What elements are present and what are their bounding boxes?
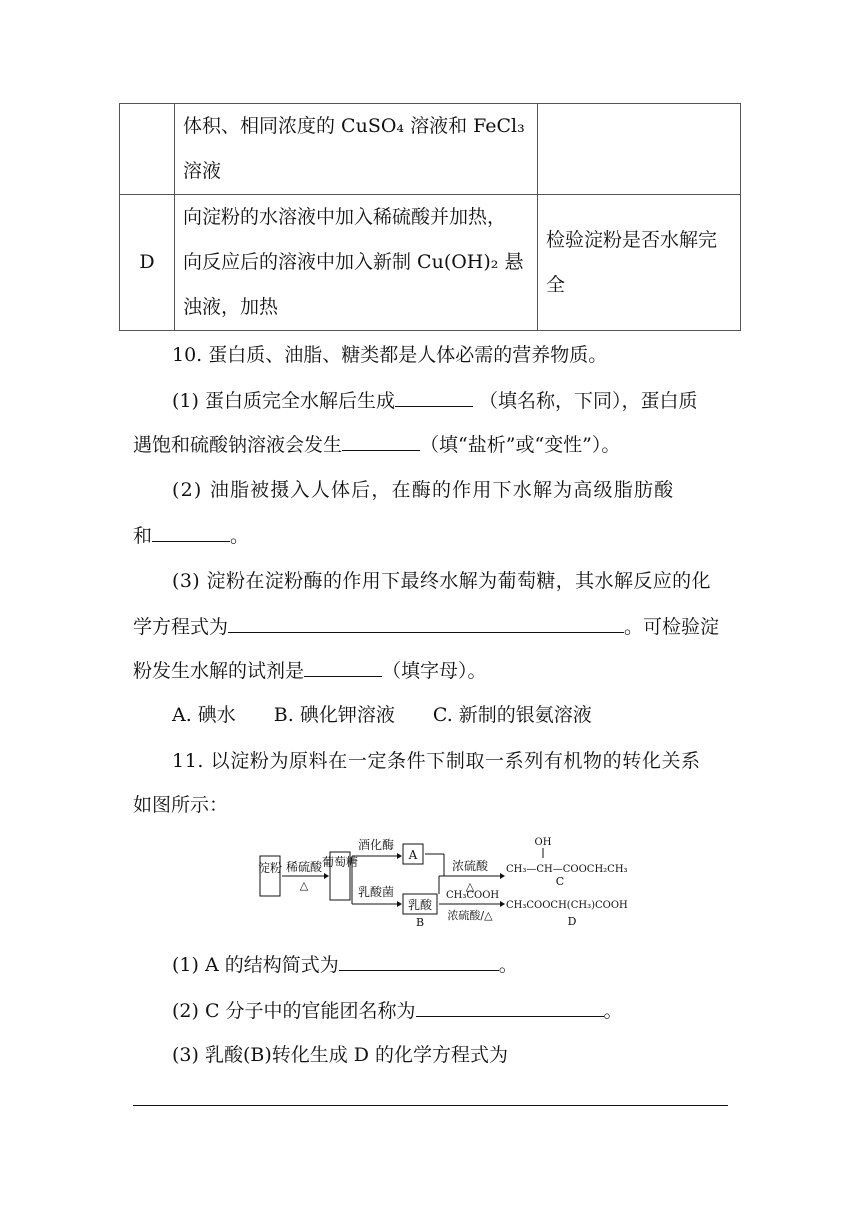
- label-b: B: [415, 916, 425, 929]
- product-d-formula: CH₃COOCH(CH₃)COOH: [506, 900, 628, 911]
- hydroxyl-label: OH: [534, 837, 552, 848]
- glucose-label: 葡萄糖: [321, 855, 359, 869]
- operation-text-line: 向反应后的溶液中加入新制 Cu(OH)₂ 悬: [183, 251, 524, 273]
- q10-part3-line1: (3) 淀粉在淀粉酶的作用下最终水解为葡萄糖，其水解反应的化: [172, 570, 711, 592]
- experiment-options-table: [119, 103, 741, 331]
- heat-label: △: [299, 879, 309, 892]
- q11-part1-text: (1) A 的结构简式为: [172, 954, 339, 976]
- q10-part3-line3: [133, 654, 487, 686]
- q10-part3-line2: [133, 610, 719, 642]
- acetic-acid-label: CH₃COOH: [446, 890, 500, 901]
- answer-blank[interactable]: [304, 654, 382, 677]
- arrow-head: [397, 901, 402, 907]
- bacteria-label: 乳酸菌: [357, 885, 395, 899]
- q10-part2-line2: [133, 519, 249, 551]
- answer-blank[interactable]: [228, 610, 624, 633]
- arrow-head: [324, 873, 329, 879]
- q10-part2-text: 。: [230, 525, 250, 547]
- answer-blank[interactable]: [395, 384, 473, 407]
- answer-line[interactable]: [133, 1105, 728, 1106]
- purpose-text-line: 全: [546, 273, 566, 296]
- conversion-diagram: [256, 832, 646, 932]
- answer-blank[interactable]: [152, 519, 230, 542]
- purpose-text-line: 检验淀粉是否水解完: [546, 228, 718, 251]
- q10-part1-text: 遇饱和硫酸钠溶液会发生: [133, 434, 343, 456]
- q10-part1-text: （填名称，下同），蛋白质: [472, 390, 698, 412]
- label-c: C: [555, 875, 565, 888]
- operation-text-line: 溶液: [183, 160, 222, 182]
- answer-blank[interactable]: [339, 948, 499, 971]
- operation-text-line: 体积、相同浓度的 CuSO₄ 溶液和 FeCl₃: [183, 115, 525, 137]
- answer-blank[interactable]: [342, 428, 420, 451]
- operation-cell: [175, 104, 538, 195]
- q10-part3-text: 。可检验淀: [624, 616, 720, 638]
- q11-part2: [172, 994, 623, 1026]
- operation-cell: [175, 195, 538, 331]
- arrow-head: [500, 873, 505, 879]
- q11-part2-text: 。: [603, 1000, 623, 1022]
- purpose-cell: [538, 195, 741, 331]
- option-label-cell: [120, 104, 175, 195]
- q10-options: A. 碘水 B. 碘化钾溶液 C. 新制的银氨溶液: [172, 704, 592, 726]
- table-row: [120, 104, 741, 195]
- table-row: [120, 195, 741, 331]
- q11-part1-text: 。: [498, 954, 518, 976]
- q10-stem: 10. 蛋白质、油脂、糖类都是人体必需的营养物质。: [172, 344, 608, 366]
- answer-blank[interactable]: [416, 994, 604, 1017]
- q11-part3: (3) 乳酸(B)转化生成 D 的化学方程式为: [172, 1044, 509, 1066]
- q10-part2-text: 和: [133, 525, 153, 547]
- q10-part1-text: (1) 蛋白质完全水解后生成: [172, 390, 395, 412]
- operation-text-line: 浊液，加热: [183, 296, 279, 318]
- box-a-label: A: [408, 848, 418, 862]
- q11-stem-line1: 11. 以淀粉为原料在一定条件下制取一系列有机物的转化关系: [172, 750, 701, 772]
- arrow-head: [397, 853, 402, 859]
- label-d: D: [567, 915, 577, 928]
- q10-part3-text: （填字母）。: [382, 660, 487, 682]
- acid-label: 稀硫酸: [285, 860, 323, 874]
- q10-part3-text: 学方程式为: [133, 616, 229, 638]
- lactic-acid-label: 乳酸: [407, 898, 433, 912]
- operation-text-line: 向淀粉的水溶液中加入稀硫酸并加热，: [183, 206, 507, 228]
- q11-stem-line2: 如图所示：: [133, 794, 229, 816]
- q10-part1-text: （填“盐析”或“变性”）。: [420, 434, 621, 456]
- starch-label: 淀粉: [257, 861, 283, 875]
- purpose-cell: [538, 104, 741, 195]
- conc-acid-label: 浓硫酸: [451, 859, 489, 873]
- q10-part1-line1: [172, 384, 698, 416]
- enzyme-label: 酒化酶: [357, 838, 395, 852]
- q10-part3-text: 粉发生水解的试剂是: [133, 660, 305, 682]
- q11-part1: [172, 948, 518, 980]
- conc-acid-heat-label: 浓硫酸/△: [447, 909, 493, 922]
- q10-part1-line2: [133, 428, 620, 460]
- product-c-formula: CH₃—CH—COOCH₂CH₃: [506, 864, 628, 875]
- q10-part2-line1: (2) 油脂被摄入人体后，在酶的作用下水解为高级脂肪酸: [172, 479, 675, 501]
- arrow-head: [500, 901, 505, 907]
- heat-label: △: [465, 880, 475, 893]
- q11-part2-text: (2) C 分子中的官能团名称为: [172, 1000, 416, 1022]
- option-label-cell: D: [120, 195, 175, 331]
